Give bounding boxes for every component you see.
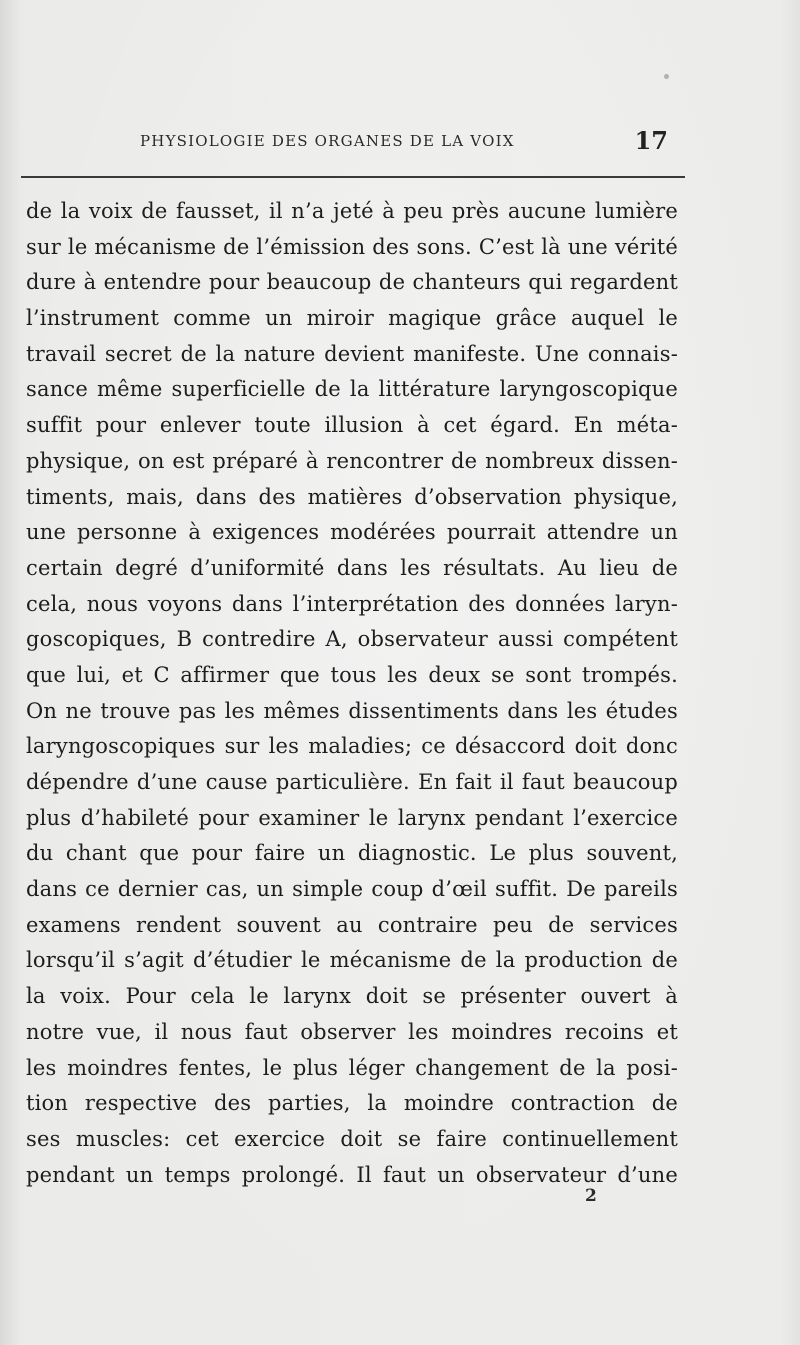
signature-mark: 2 — [585, 1186, 597, 1206]
text-line: une personne à exigences modérées pourrait attendre un — [26, 520, 678, 545]
text-line: notre vue, il nous faut observer les moindres recoins et — [26, 1019, 678, 1044]
text-line: physique, on est préparé à rencontrer de nombreux dissen- — [26, 448, 678, 473]
page-header — [140, 124, 668, 158]
text-line: timents, mais, dans des matières d’observation physique, — [26, 484, 678, 509]
header-rule — [21, 176, 685, 178]
text-line: sance même superficielle de la littérature laryngoscopique — [26, 377, 678, 402]
text-line: pendant un temps prolongé. Il faut un observateur d’une — [26, 1162, 678, 1187]
text-line: sur le mécanisme de l’émission des sons. C’est là une vérité — [26, 234, 678, 259]
ink-speck — [664, 74, 669, 79]
text-line: de la voix de fausset, il n’a jeté à peu près aucune lumière — [26, 199, 678, 223]
running-title: PHYSIOLOGIE DES ORGANES DE LA VOIX — [140, 132, 515, 150]
text-line: On ne trouve pas les mêmes dissentiments dans les études — [26, 698, 678, 723]
text-line: du chant que pour faire un diagnostic. Le plus souvent, — [26, 841, 678, 866]
text-line: dure à entendre pour beaucoup de chanteurs qui regardent — [26, 270, 678, 295]
text-line: travail secret de la nature devient manifeste. Une connais- — [26, 341, 678, 366]
text-line: plus d’habileté pour examiner le larynx pendant l’exercice — [26, 805, 678, 830]
text-line: suffit pour enlever toute illusion à cet égard. En méta- — [26, 413, 678, 438]
text-line: goscopiques, B contredire A, observateur aussi compétent — [26, 627, 678, 652]
text-line: que lui, et C affirmer que tous les deux se sont trompés. — [26, 662, 678, 687]
text-line: les moindres fentes, le plus léger changement de la posi- — [26, 1055, 678, 1080]
page-number: 17 — [634, 126, 668, 155]
text-line: certain degré d’uniformité dans les résultats. Au lieu de — [26, 555, 678, 580]
text-line: examens rendent souvent au contraire peu de services — [26, 912, 678, 937]
text-line: dans ce dernier cas, un simple coup d’œil suffit. De pareils — [26, 877, 678, 902]
text-line: la voix. Pour cela le larynx doit se présenter ouvert à — [26, 984, 678, 1009]
text-line: cela, nous voyons dans l’interprétation des données laryn- — [26, 591, 678, 616]
text-line: ses muscles: cet exercice doit se faire continuellement — [26, 1126, 678, 1151]
body-text — [26, 194, 678, 1193]
text-line: lorsqu’il s’agit d’étudier le mécanisme de la production de — [26, 948, 678, 973]
text-line: dépendre d’une cause particulière. En fait il faut beaucoup — [26, 770, 678, 794]
text-line: tion respective des parties, la moindre contraction de — [26, 1091, 678, 1116]
text-line: laryngoscopiques sur les maladies; ce désaccord doit donc — [26, 734, 678, 759]
text-line: l’instrument comme un miroir magique grâce auquel le — [26, 306, 678, 331]
